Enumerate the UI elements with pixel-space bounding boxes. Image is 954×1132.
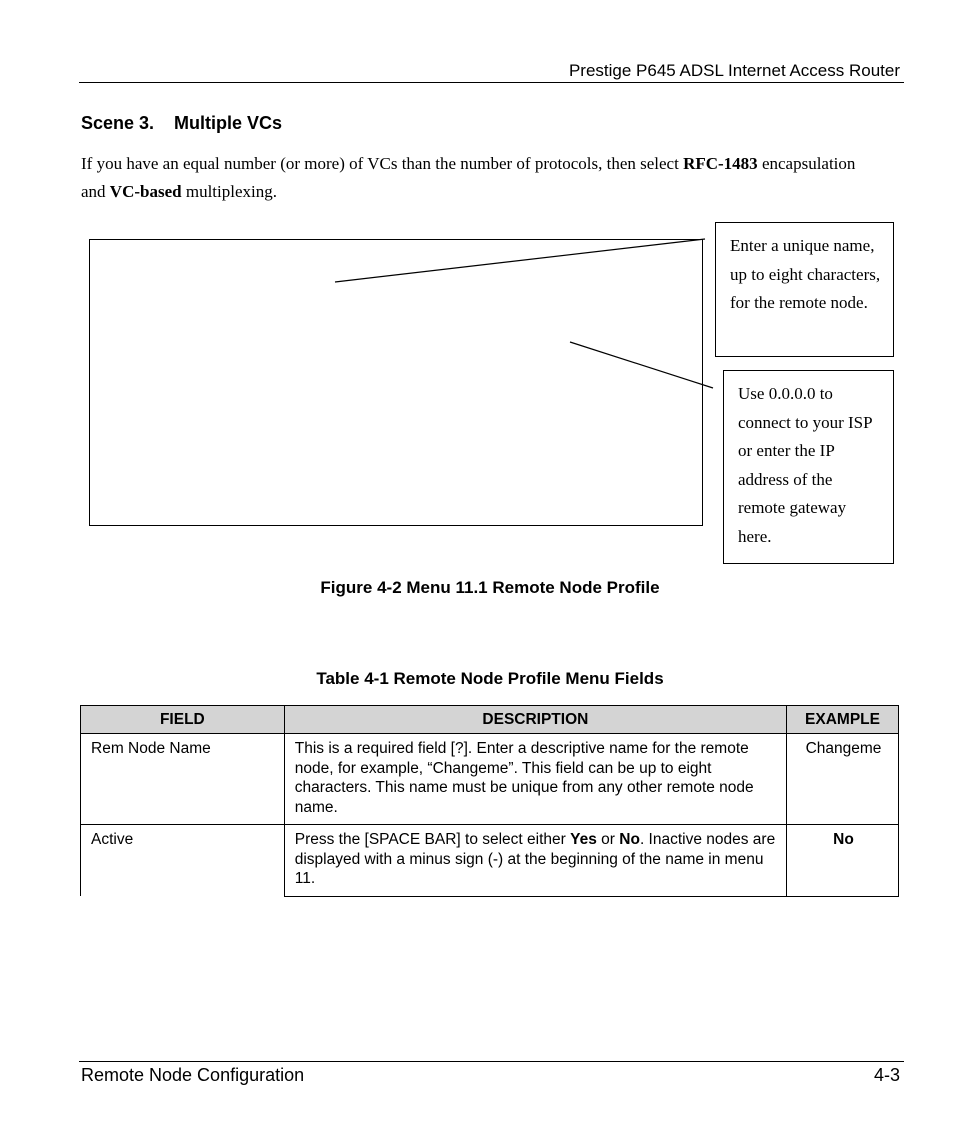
callout-node-name: Enter a unique name, up to eight characters, for the remote node. [715, 222, 894, 357]
description-cell: This is a required field [?]. Enter a descriptive name for the remote node, for example, “Changeme”. This field can be up to eight characters. This name must be unique from any other remote node name. [284, 734, 786, 825]
intro-paragraph [81, 150, 881, 206]
field-cell: Active [81, 825, 285, 897]
footer-chapter: Remote Node Configuration [81, 1065, 305, 1085]
running-header: Prestige P645 ADSL Internet Access Router [568, 61, 900, 80]
menu-screen-figure [89, 239, 703, 526]
fields-table [80, 705, 899, 897]
intro-text-1: If you have an equal number (or more) of VCs than the number of protocols, then select [81, 154, 684, 173]
table-header-row [81, 706, 899, 734]
header-description: DESCRIPTION [284, 706, 786, 734]
example-cell: Changeme [787, 734, 899, 825]
desc-bold-no: No [619, 831, 640, 848]
intro-text-2: encapsulation and [81, 154, 856, 201]
page-number: 4-3 [873, 1065, 900, 1085]
footer-rule [79, 1061, 904, 1062]
intro-text-3: multiplexing. [181, 182, 277, 201]
example-cell [787, 825, 899, 897]
desc-bold-yes: Yes [570, 831, 597, 848]
header-example: EXAMPLE [787, 706, 899, 734]
intro-bold-vc: VC-based [109, 182, 182, 201]
description-cell [284, 825, 786, 897]
header-field: FIELD [81, 706, 285, 734]
table-caption: Table 4-1 Remote Node Profile Menu Fields [316, 669, 664, 688]
field-cell: Rem Node Name [81, 734, 285, 825]
intro-bold-rfc: RFC-1483 [683, 154, 758, 173]
example-bold: No [833, 831, 854, 848]
table-row [81, 734, 899, 825]
table-row [81, 825, 899, 897]
header-rule [79, 82, 904, 83]
section-title: Multiple VCs [174, 113, 283, 133]
desc-text-1: Press the [SPACE BAR] to select either [294, 831, 571, 848]
section-heading [81, 113, 282, 134]
callout-gateway: Use 0.0.0.0 to connect to your ISP or enter the IP address of the remote gateway here. [723, 370, 894, 564]
section-number: Scene 3. [81, 113, 155, 133]
desc-text-3: . Inactive nodes are displayed with a minus sign (-) at the beginning of the name in menu 11. [294, 831, 776, 887]
figure-caption: Figure 4-2 Menu 11.1 Remote Node Profile [320, 578, 660, 597]
desc-text-2: or [596, 831, 620, 848]
